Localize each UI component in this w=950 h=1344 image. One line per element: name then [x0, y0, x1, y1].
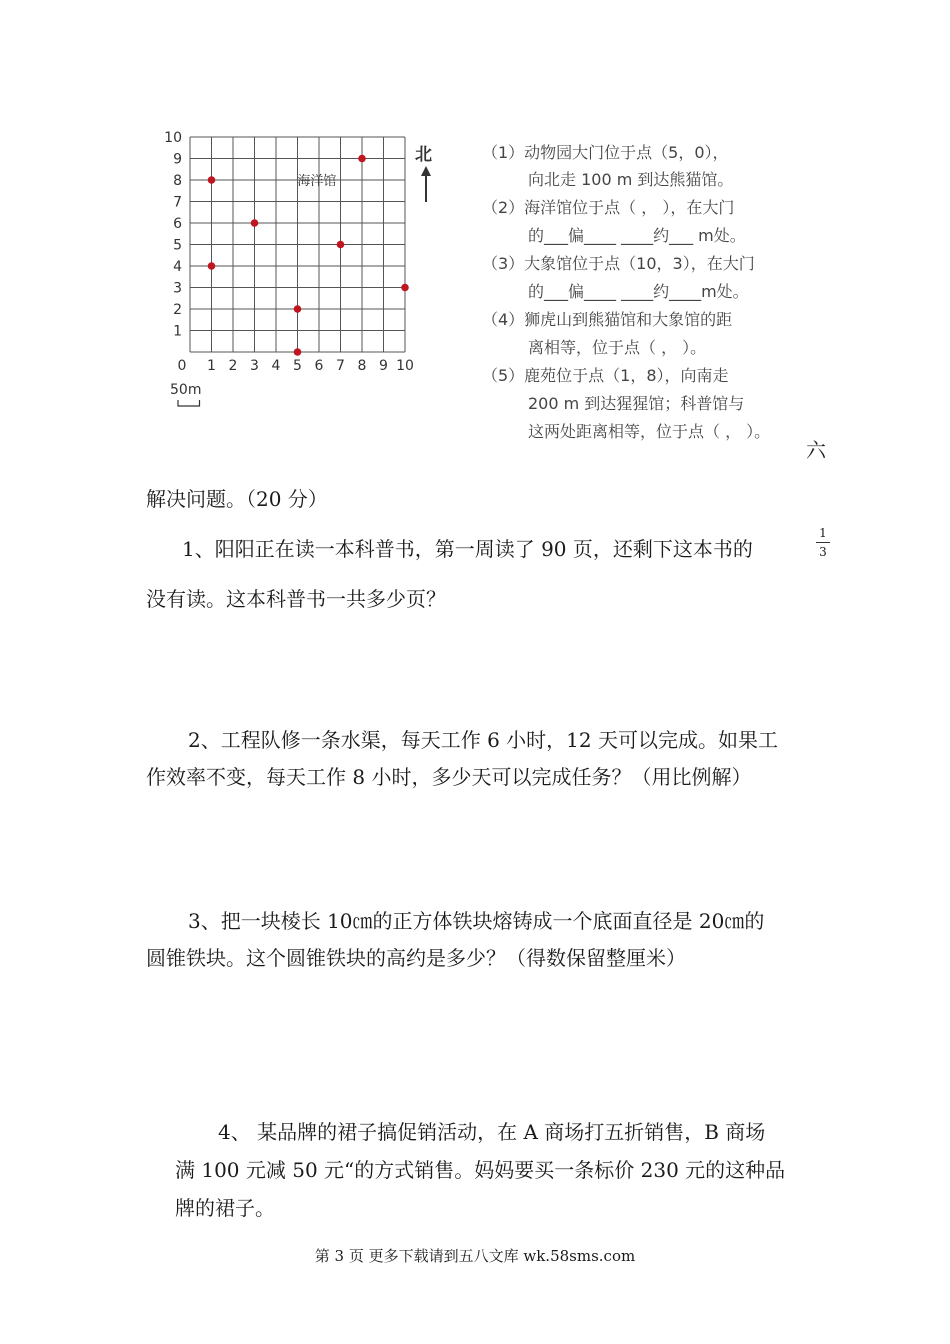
ocean-hall-label: 海洋馆	[297, 174, 337, 189]
panel-line: （1）动物园大门位于点（5，0），	[482, 143, 729, 162]
x-tick-label: 3	[250, 358, 259, 374]
grid-point	[294, 305, 302, 313]
grid-point	[208, 262, 216, 270]
grid-point	[251, 219, 259, 227]
x-tick-label: 5	[293, 358, 302, 374]
panel-line: 这两处距离相等，位于点（ ， ）。	[528, 422, 771, 441]
x-tick-label: 10	[396, 358, 414, 374]
panel-line: （5）鹿苑位于点（1，8），向南走	[482, 366, 729, 385]
grid-svg	[160, 125, 430, 415]
x-tick-label: 9	[379, 358, 388, 374]
problem-3-line-2: 圆锥铁块。这个圆锥铁块的高约是多少？（得数保留整厘米）	[146, 946, 686, 970]
scale-label: 50m	[170, 382, 202, 398]
problem-3-line-1: 3、把一块棱长 10㎝的正方体铁块熔铸成一个底面直径是 20㎝的	[188, 909, 765, 933]
problem-4-line-2: 满 100 元减 50 元“的方式销售。妈妈要买一条标价 230 元的这种品	[175, 1158, 786, 1182]
y-tick-label: 4	[173, 259, 182, 275]
y-tick-label: 10	[164, 130, 182, 146]
problem-2-line-2: 作效率不变，每天工作 8 小时，多少天可以完成任务？（用比例解）	[146, 765, 752, 789]
y-tick-label: 7	[173, 194, 182, 211]
panel-line: 的___偏____ ____约___ m处。	[528, 226, 746, 245]
y-tick-label: 3	[173, 280, 182, 297]
y-tick-label: 5	[173, 237, 182, 254]
problem-2-line-1: 2、工程队修一条水渠，每天工作 6 小时，12 天可以完成。如果工	[188, 728, 778, 752]
grid-point	[294, 348, 302, 356]
panel-line: 200 m 到达猩猩馆；科普馆与	[528, 394, 745, 413]
grid-point	[208, 176, 216, 184]
y-tick-label: 9	[173, 151, 182, 168]
problem-4-line-1: 4、 某品牌的裙子搞促销活动，在 A 商场打五折销售，B 商场	[218, 1120, 766, 1144]
north-label: 北	[415, 145, 432, 165]
problem-4-line-3: 牌的裙子。	[175, 1196, 275, 1220]
x-tick-label: 2	[228, 358, 238, 374]
y-tick-label: 8	[173, 173, 182, 189]
section-title: 解决问题。（20 分）	[146, 487, 328, 511]
x-tick-label: 1	[207, 358, 216, 374]
problem-1-line-2: 没有读。这本科普书一共多少页？	[146, 587, 446, 611]
grid-point	[358, 155, 366, 163]
fraction-one-third	[816, 526, 830, 559]
grid-point	[337, 241, 345, 249]
x-tick-label: 4	[271, 358, 281, 374]
y-tick-label: 2	[173, 302, 182, 318]
problem-1-line-1: 1、阳阳正在读一本科普书，第一周读了 90 页，还剩下这本书的	[182, 537, 753, 561]
grid-point	[401, 284, 409, 292]
section-number: 六	[806, 438, 826, 462]
x-tick-label: 6	[314, 358, 324, 374]
north-arrow-icon	[419, 166, 433, 202]
x-tick-label: 8	[357, 358, 367, 374]
panel-line: （4）狮虎山到熊猫馆和大象馆的距	[482, 310, 733, 329]
x-tick-label: 0	[177, 358, 187, 374]
panel-line: 向北走 100 m 到达熊猫馆。	[528, 170, 734, 189]
panel-line: 离相等，位于点（ ， ）。	[528, 338, 707, 357]
page-footer: 第 3 页 更多下载请到五八文库 wk.58sms.com	[314, 1247, 636, 1265]
y-tick-label: 6	[173, 216, 182, 232]
panel-line: 的___偏____ ____约____m处。	[528, 282, 749, 301]
y-tick-label: 1	[173, 323, 182, 340]
panel-line: （3）大象馆位于点（10，3），在大门	[482, 254, 755, 273]
fraction-denominator: 3	[819, 545, 827, 559]
fraction-bar	[816, 542, 830, 543]
scale-bar	[178, 400, 200, 406]
fraction-numerator: 1	[819, 526, 827, 540]
panel-line: （2）海洋馆位于点（ ， ），在大门	[482, 198, 735, 217]
coordinate-grid	[160, 125, 430, 415]
x-tick-label: 7	[336, 358, 345, 374]
